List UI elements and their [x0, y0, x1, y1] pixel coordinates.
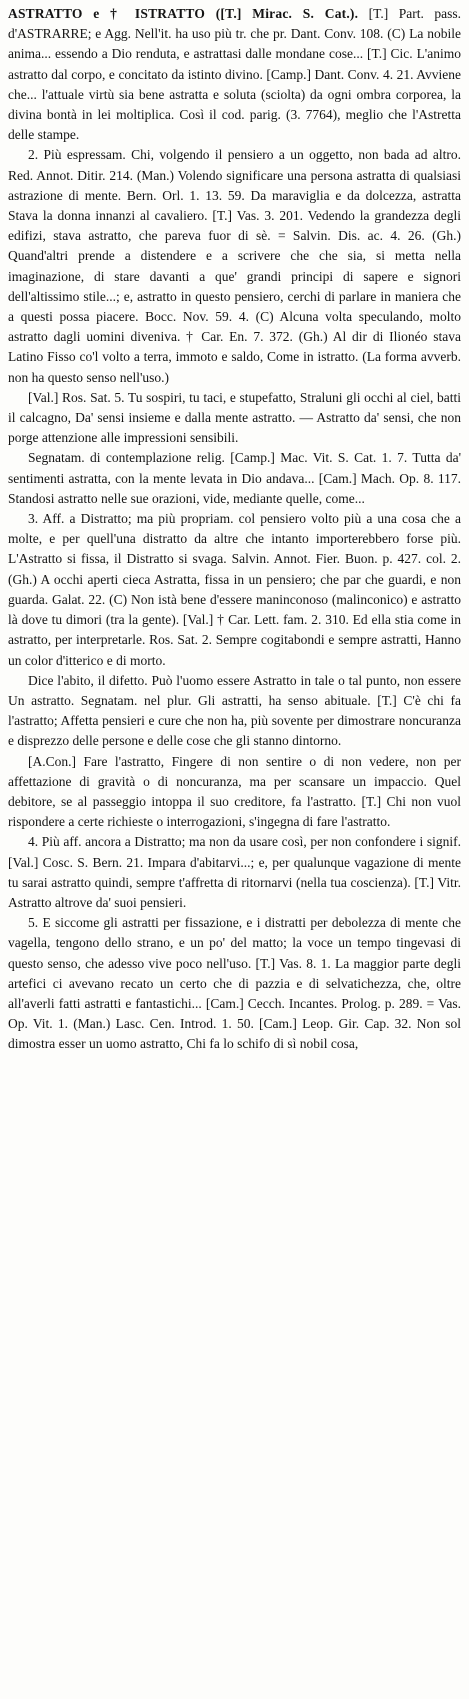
- entry-p1: [8, 4, 461, 145]
- entry-paragraph-5: 3. Aff. a Distratto; ma più propriam. col pensiero volto più a una cosa che a molte, e per quell'una distratto da altre che intanto importerebbero forse più. L'Astratto si fissa, il Distratto si svaga. Salvin. Annot. Fier. Buon. p. 427. col. 2. (Gh.) A occhi aperti cieca Astratta, fissa in un pensiero; che par che guardi, e non guarda. Galat. 22. (C) Non istà bene d'essere maninconoso (malinconico) e astratto là dove tu dimori (tra la gente). [Val.] † Car. Lett. fam. 2. 310. Ed ella stia come in astratto, per interpretarle. Ros. Sat. 2. Sempre cogitabondi e sempre astratti, Hanno un color d'itterico e di morto.: [8, 511, 461, 668]
- entry-paragraph-6: Dice l'abito, il difetto. Può l'uomo essere Astratto in tale o tal punto, non essere Un astratto. Segnatam. nel plur. Gli astratti, ha senso abituale. [T.] C'è chi fa l'astratto; Affetta pensieri e cure che non ha, più sovente per dimostrare noncuranza e disprezzo delle persone e delle cose che gli stanno dintorno.: [8, 672, 461, 749]
- entry-paragraph-7: [A.Con.] Fare l'astratto, Fingere di non sentire o di non vedere, non per affettazione di gravità o di noncuranza, ma per scansare un impaccio. Quel debitore, se al passeggio intoppa il suo creditore, fa l'astratto. [T.] Chi non vuol rispondere a certe richieste o interrogazioni, s'ingegna di fare l'astratto.: [8, 753, 461, 830]
- entry-paragraph-1: [T.] Part. pass. d'ASTRARRE; e Agg. Nell'it. ha uso più tr. che pr. Dant. Conv. 108. (C) La nobile anima... essendo a Dio renduta, e astrattasi dalle mondane cose... [T.] Cic. L'animo astratto dal corpo, e concitato da istinto divino. [Camp.] Dant. Conv. 4. 21. Avviene che... l'attuale virtù sia bene astratta e soluta (sciolta) da ogni ombra corporea, la divina bontà in lei moltiplica. Così il cod. parig. (3. 7764), meglio che l'Astretta delle stampe.: [8, 6, 461, 143]
- entry-paragraph-4: Segnatam. di contemplazione relig. [Camp.] Mac. Vit. S. Cat. 1. 7. Tutta da' sentimenti astratta, con la mente levata in Dio andava... [Cam.] Mach. Op. 8. 117. Standosi astratto nelle sue orazioni, vide, mediante quelle, come...: [8, 450, 461, 506]
- entry-paragraph-3: [Val.] Ros. Sat. 5. Tu sospiri, tu taci, e stupefatto, Straluni gli occhi al ciel, batti il calcagno, Da' sensi insieme e dalla mente astratto. — Astratto da' sensi, che non porge attenzione alle impressioni sensibili.: [8, 389, 461, 446]
- entry-headword: ASTRATTO e † ISTRATTO ([T.] Mirac. S. Cat.).: [8, 6, 359, 21]
- entry-paragraph-9: 5. E siccome gli astratti per fissazione, e i distratti per debolezza di mente che vagella, tengono dello strano, e un po' del matto; la voce un tempo tingevasi di questo senso, che adesso vive poco nell'uso. [T.] Vas. 8. 1. La maggior parte degli artefici ci avevano recato un certo che di pazzia e di selvatichezza, che, oltre all'averli fatti astratti e fantastichi... [Cam.] Cecch. Incantes. Prolog. p. 289. = Vas. Op. Vit. 1. (Man.) Lasc. Cen. Introd. 1. 50. [Cam.] Leop. Gir. Cap. 32. Non sol dimostra esser un uomo astratto, Chi fa lo schifo di sì nobil cosa,: [8, 915, 461, 1052]
- entry-paragraph-8: 4. Più aff. ancora a Distratto; ma non da usare così, per non confondere i signif. [Val.] Cosc. S. Bern. 21. Impara d'abitarvi...; e, per qualunque vagazione di mente tu sarai astratto quindi, sempre t'affretta di ritornarvi (nella tua coscienza). [T.] Vitr. Astratto altrove da' suoi pensieri.: [8, 834, 461, 910]
- entry-paragraph-2: 2. Più espressam. Chi, volgendo il pensiero a un oggetto, non bada ad altro. Red. Annot. Ditir. 214. (Man.) Volendo significare una persona astratta di qualsiasi astrazione di mente. Bern. Orl. 1. 13. 59. Da maraviglia e da dolcezza, astratta Stava la donna innanzi al cavaliero. [T.] Vas. 3. 201. Vedendo la grandezza degli edifizi, stava astratto, che pareva fuor di sè. = Salvin. Dis. ac. 4. 26. (Gh.) Quand'altri prende a distendere e a scrivere che che sia, si metta nella imaginazione, di stare davanti a que' grandi principi di sapere e signori dell'altissimo stile...; e, astratto in questo pensiero, cerchi di parlare in maniera che a questi possa piacere. Bocc. Nov. 59. 4. (C) Alcuna volta speculando, molto astratto dagli uomini diveniva. † Car. En. 7. 372. (Gh.) Al dir di Ilionéo stava Latino Fisso co'l volto a terra, immoto e saldo, Come in istratto. (La forma avverb. non ha questo senso nell'uso.): [8, 147, 461, 385]
